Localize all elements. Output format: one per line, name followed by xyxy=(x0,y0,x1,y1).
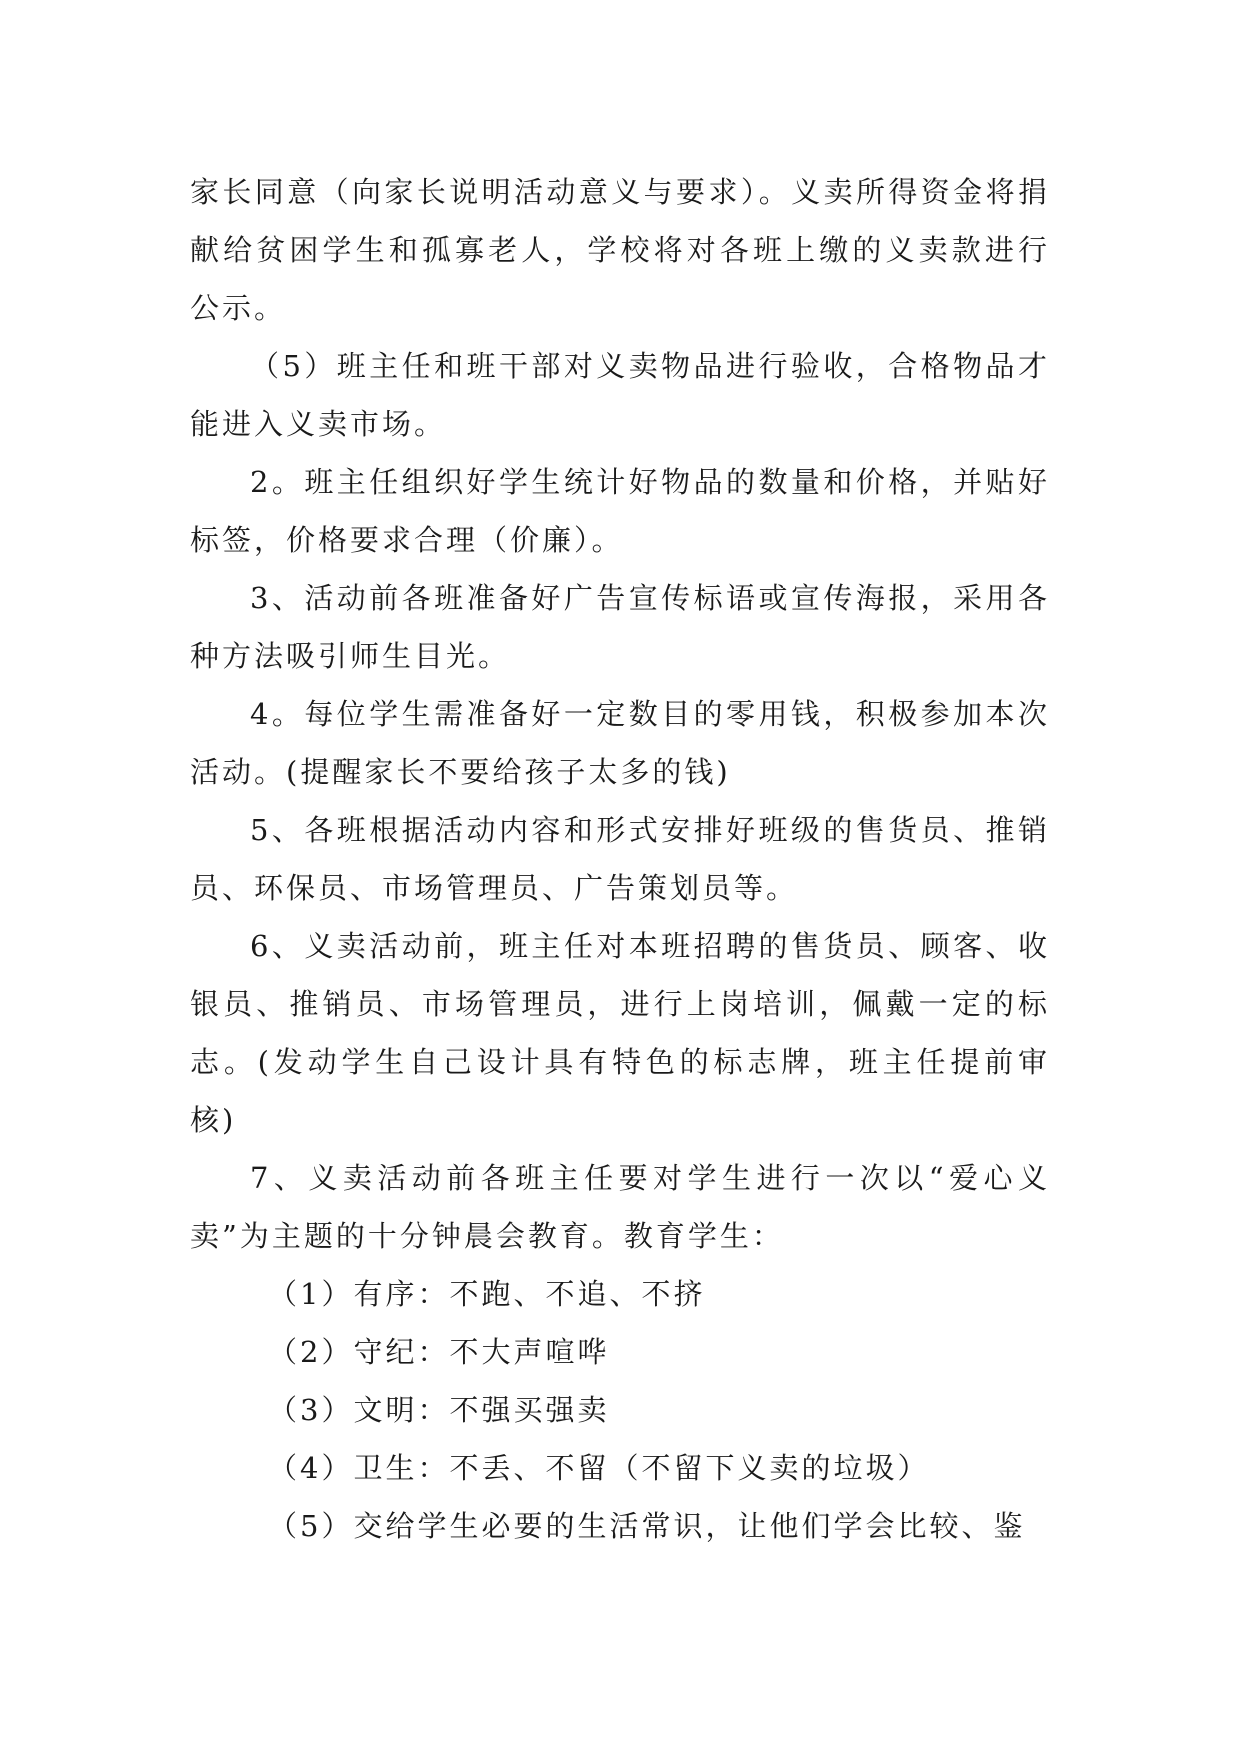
list-item: （1）有序：不跑、不追、不挤 xyxy=(268,1277,706,1311)
list-item: （5）交给学生必要的生活常识，让他们学会比较、鉴 xyxy=(268,1509,1026,1543)
paragraph-item-4-pocket-money: 4。每位学生需准备好一定数目的零用钱，积极参加本次活动。(提醒家长不要给孩子太多的钱) xyxy=(190,697,1050,789)
paragraph-item-3-advertising: 3、活动前各班准备好广告宣传标语或宣传海报，采用各种方法吸引师生目光。 xyxy=(190,581,1050,673)
paragraph-item-5-acceptance: （5）班主任和班干部对义卖物品进行验收，合格物品才能进入义卖市场。 xyxy=(190,349,1050,441)
paragraph-item-6-training: 6、义卖活动前，班主任对本班招聘的售货员、顾客、收银员、推销员、市场管理员，进行上岗培训，佩戴一定的标志。(发动学生自己设计具有特色的标志牌，班主任提前审核) xyxy=(190,929,1050,1137)
education-list xyxy=(190,1265,1050,1555)
list-item: （2）守纪：不大声喧哗 xyxy=(268,1335,610,1369)
paragraph-item-5-roles: 5、各班根据活动内容和形式安排好班级的售货员、推销员、环保员、市场管理员、广告策划员等。 xyxy=(190,813,1050,905)
paragraph-item-2-pricing: 2。班主任组织好学生统计好物品的数量和价格，并贴好标签，价格要求合理（价廉）。 xyxy=(190,465,1050,557)
paragraph-item-7-education: 7、义卖活动前各班主任要对学生进行一次以“爱心义卖”为主题的十分钟晨会教育。教育学生： xyxy=(190,1161,1050,1253)
list-item: （4）卫生：不丢、不留（不留下义卖的垃圾） xyxy=(268,1451,930,1485)
document-body xyxy=(190,163,1050,1555)
list-item: （3）文明：不强买强卖 xyxy=(268,1393,610,1427)
paragraph-continuation: 家长同意（向家长说明活动意义与要求）。义卖所得资金将捐献给贫困学生和孤寡老人，学校将对各班上缴的义卖款进行公示。 xyxy=(190,175,1050,325)
